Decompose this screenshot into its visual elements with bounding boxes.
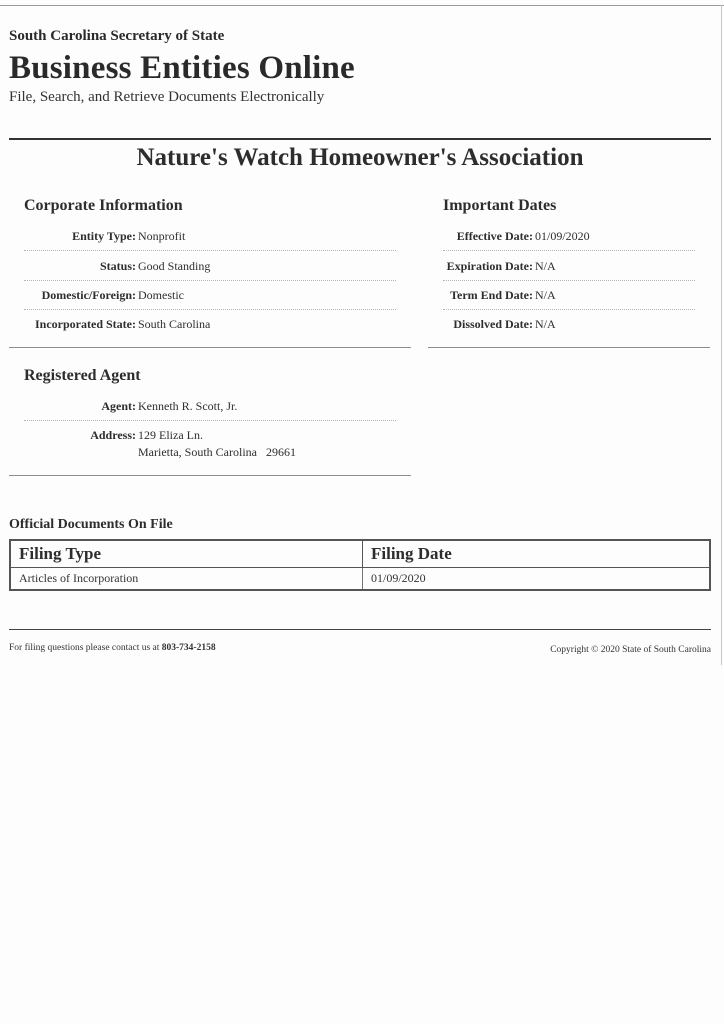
entity-name: Nature's Watch Homeowner's Association <box>136 144 584 171</box>
section-divider <box>9 347 411 348</box>
table-header-row <box>10 540 710 568</box>
header-divider <box>9 138 711 140</box>
row-divider <box>24 280 396 281</box>
footer-copyright: Copyright © 2020 State of South Carolina <box>550 645 711 655</box>
footer-divider <box>9 629 711 630</box>
filing-type-cell: Articles of Incorporation <box>10 568 363 591</box>
field-label: Term End Date: <box>450 288 533 302</box>
column-header-filing-date: Filing Date <box>363 540 711 568</box>
field-label: Agent: <box>101 399 136 413</box>
field-value: Good Standing <box>138 259 211 273</box>
row-divider <box>443 280 695 281</box>
row-divider <box>443 250 695 251</box>
row-divider <box>24 250 396 251</box>
column-header-filing-type: Filing Type <box>10 540 363 568</box>
section-divider <box>428 347 710 348</box>
address-line-1: 129 Eliza Ln. <box>138 428 203 442</box>
scan-edge-line <box>0 5 724 6</box>
field-label: Entity Type: <box>72 229 136 243</box>
documents-heading: Official Documents On File <box>9 517 173 532</box>
field-label: Dissolved Date: <box>453 317 533 331</box>
field-label: Incorporated State: <box>35 317 136 331</box>
field-value: 01/09/2020 <box>535 229 590 243</box>
documents-table <box>9 539 711 591</box>
field-label: Address: <box>90 428 136 442</box>
corporate-information-heading: Corporate Information <box>24 197 183 214</box>
field-value: Nonprofit <box>138 229 186 243</box>
row-divider <box>24 309 396 310</box>
registered-agent-heading: Registered Agent <box>24 367 141 384</box>
agency-name: South Carolina Secretary of State <box>9 28 225 44</box>
field-label: Domestic/Foreign: <box>41 288 136 302</box>
field-value: Domestic <box>138 288 184 302</box>
site-title: Business Entities Online <box>9 50 355 86</box>
footer-contact-text: For filing questions please contact us at <box>9 643 160 653</box>
row-divider <box>24 420 396 421</box>
important-dates-heading: Important Dates <box>443 197 557 214</box>
field-value: Kenneth R. Scott, Jr. <box>138 399 238 413</box>
field-value: N/A <box>535 259 556 273</box>
field-label: Effective Date: <box>456 229 533 243</box>
row-divider <box>443 309 695 310</box>
filing-date-cell: 01/09/2020 <box>363 568 711 591</box>
footer-phone: 803-734-2158 <box>161 643 216 653</box>
field-value: N/A <box>535 317 556 331</box>
address-line-2: Marietta, South Carolina 29661 <box>138 445 296 459</box>
field-value: South Carolina <box>138 317 211 331</box>
table-row <box>10 568 710 591</box>
scan-edge-line <box>721 5 722 665</box>
field-label: Status: <box>99 259 136 273</box>
site-subtitle: File, Search, and Retrieve Documents Electronically <box>9 89 325 105</box>
field-label: Expiration Date: <box>446 259 533 273</box>
field-value: N/A <box>535 288 556 302</box>
footer-contact <box>9 643 216 653</box>
section-divider <box>9 475 411 476</box>
